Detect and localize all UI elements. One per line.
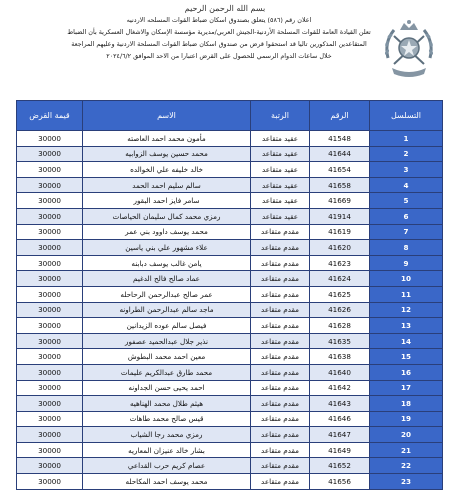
rank-cell: عقيد متقاعد — [251, 162, 310, 178]
loan-amount-cell: 30000 — [17, 427, 83, 443]
military-number-cell: 41640 — [310, 364, 370, 380]
rank-cell: مقدم متقاعد — [251, 364, 310, 380]
table-row — [17, 364, 443, 380]
name-cell: سالم سليم احمد الحمد — [83, 177, 251, 193]
name-cell: بشار خالد عنيزان المعاريه — [83, 442, 251, 458]
rank-cell: مقدم متقاعد — [251, 302, 310, 318]
loan-amount-cell: 30000 — [17, 333, 83, 349]
military-number-cell: 41644 — [310, 146, 370, 162]
serial-cell: 23 — [370, 474, 443, 490]
table-row — [17, 396, 443, 412]
table-row — [17, 427, 443, 443]
military-number-cell: 41548 — [310, 131, 370, 147]
loan-amount-cell: 30000 — [17, 177, 83, 193]
column-header-serial: التسلسل — [370, 101, 443, 131]
table-row — [17, 240, 443, 256]
rank-cell: مقدم متقاعد — [251, 271, 310, 287]
rank-cell: مقدم متقاعد — [251, 286, 310, 302]
military-number-cell: 41669 — [310, 193, 370, 209]
table-header-row — [17, 101, 443, 131]
name-cell: يامن غالب يوسف دبابنه — [83, 255, 251, 271]
rank-cell: مقدم متقاعد — [251, 411, 310, 427]
rank-cell: عقيد متقاعد — [251, 177, 310, 193]
military-number-cell: 41649 — [310, 442, 370, 458]
military-number-cell: 41635 — [310, 333, 370, 349]
rank-cell: عقيد متقاعد — [251, 193, 310, 209]
serial-cell: 15 — [370, 349, 443, 365]
loan-amount-cell: 30000 — [17, 240, 83, 256]
table-row — [17, 131, 443, 147]
column-header-number: الرقم — [310, 101, 370, 131]
military-number-cell: 41626 — [310, 302, 370, 318]
rank-cell: مقدم متقاعد — [251, 240, 310, 256]
loan-amount-cell: 30000 — [17, 162, 83, 178]
rank-cell: مقدم متقاعد — [251, 349, 310, 365]
loan-amount-cell: 30000 — [17, 411, 83, 427]
table-row — [17, 442, 443, 458]
name-cell: هيثم طلال محمد الهناهيه — [83, 396, 251, 412]
military-number-cell: 41646 — [310, 411, 370, 427]
loan-amount-cell: 30000 — [17, 442, 83, 458]
table-row — [17, 208, 443, 224]
military-number-cell: 41658 — [310, 177, 370, 193]
loan-recipients-table — [16, 100, 443, 490]
serial-cell: 19 — [370, 411, 443, 427]
loan-amount-cell: 30000 — [17, 380, 83, 396]
name-cell: رمزي محمد كمال سليمان الحياصات — [83, 208, 251, 224]
rank-cell: مقدم متقاعد — [251, 442, 310, 458]
serial-cell: 17 — [370, 380, 443, 396]
jordan-armed-forces-emblem-icon — [374, 14, 444, 84]
name-cell: محمد يوسف داوود بني عمر — [83, 224, 251, 240]
table-row — [17, 318, 443, 334]
loan-amount-cell: 30000 — [17, 474, 83, 490]
announcement-line: اعلان رقم (٥٨٦) يتعلق بصندوق اسكان ضباط القوات المسلحه الاردنيه — [126, 16, 312, 24]
rank-cell: عقيد متقاعد — [251, 146, 310, 162]
serial-cell: 12 — [370, 302, 443, 318]
table-row — [17, 224, 443, 240]
name-cell: محمد حسين يوسف الزوابيه — [83, 146, 251, 162]
serial-cell: 10 — [370, 271, 443, 287]
table-row — [17, 380, 443, 396]
military-number-cell: 41656 — [310, 474, 370, 490]
basmala: بسم الله الرحمن الرحيم — [184, 4, 266, 13]
loan-amount-cell: 30000 — [17, 364, 83, 380]
table-row — [17, 193, 443, 209]
military-number-cell: 41914 — [310, 208, 370, 224]
table-row — [17, 411, 443, 427]
military-number-cell: 41619 — [310, 224, 370, 240]
name-cell: محمد يوسف احمد المكاحله — [83, 474, 251, 490]
loan-amount-cell: 30000 — [17, 255, 83, 271]
serial-cell: 6 — [370, 208, 443, 224]
table-row — [17, 333, 443, 349]
rank-cell: مقدم متقاعد — [251, 318, 310, 334]
loan-amount-cell: 30000 — [17, 131, 83, 147]
name-cell: ماجد سالم عبدالرحمن الطراونه — [83, 302, 251, 318]
loan-amount-cell: 30000 — [17, 286, 83, 302]
serial-cell: 22 — [370, 458, 443, 474]
name-cell: معين احمد محمد البطوش — [83, 349, 251, 365]
serial-cell: 9 — [370, 255, 443, 271]
name-cell: سامر فايز احمد البقور — [83, 193, 251, 209]
table-row — [17, 271, 443, 287]
serial-cell: 7 — [370, 224, 443, 240]
table-row — [17, 255, 443, 271]
military-number-cell: 41624 — [310, 271, 370, 287]
table-row — [17, 349, 443, 365]
name-cell: احمد يحيى حسن الجداونه — [83, 380, 251, 396]
column-header-loan-amount: قيمة القرض — [17, 101, 83, 131]
name-cell: علاء مشهور علي بني ياسين — [83, 240, 251, 256]
column-header-rank: الرتبة — [251, 101, 310, 131]
announcement-text — [44, 14, 394, 62]
rank-cell: مقدم متقاعد — [251, 333, 310, 349]
name-cell: عماد صالح فالح الدغيم — [83, 271, 251, 287]
loan-amount-cell: 30000 — [17, 193, 83, 209]
serial-cell: 13 — [370, 318, 443, 334]
serial-cell: 20 — [370, 427, 443, 443]
serial-cell: 11 — [370, 286, 443, 302]
table-body — [17, 131, 443, 490]
loan-amount-cell: 30000 — [17, 208, 83, 224]
military-number-cell: 41620 — [310, 240, 370, 256]
serial-cell: 4 — [370, 177, 443, 193]
military-number-cell: 41643 — [310, 396, 370, 412]
name-cell: رمزي محمد رجا الشياب — [83, 427, 251, 443]
serial-cell: 2 — [370, 146, 443, 162]
rank-cell: مقدم متقاعد — [251, 458, 310, 474]
name-cell: نذير جلال عبدالحميد عصفور — [83, 333, 251, 349]
loan-amount-cell: 30000 — [17, 146, 83, 162]
table-row — [17, 286, 443, 302]
serial-cell: 3 — [370, 162, 443, 178]
rank-cell: مقدم متقاعد — [251, 474, 310, 490]
serial-cell: 21 — [370, 442, 443, 458]
military-number-cell: 41625 — [310, 286, 370, 302]
loan-amount-cell: 30000 — [17, 271, 83, 287]
name-cell: خالد خليفه علي الخوالده — [83, 162, 251, 178]
military-number-cell: 41654 — [310, 162, 370, 178]
name-cell: فيصل سالم عوده الزيدانين — [83, 318, 251, 334]
serial-cell: 1 — [370, 131, 443, 147]
loan-amount-cell: 30000 — [17, 396, 83, 412]
military-number-cell: 41623 — [310, 255, 370, 271]
rank-cell: مقدم متقاعد — [251, 396, 310, 412]
military-number-cell: 41642 — [310, 380, 370, 396]
serial-cell: 18 — [370, 396, 443, 412]
table-row — [17, 302, 443, 318]
table-row — [17, 177, 443, 193]
rank-cell: مقدم متقاعد — [251, 255, 310, 271]
name-cell: عصام كريم حرب القداعي — [83, 458, 251, 474]
military-number-cell: 41647 — [310, 427, 370, 443]
announcement-line: خلال ساعات الدوام الرسمي للحصول على القرض اعتبارا من الاحد الموافق ٢٠٢٤/٦/٢ — [106, 52, 332, 60]
loan-amount-cell: 30000 — [17, 224, 83, 240]
rank-cell: مقدم متقاعد — [251, 427, 310, 443]
military-number-cell: 41652 — [310, 458, 370, 474]
rank-cell: عقيد متقاعد — [251, 131, 310, 147]
serial-cell: 14 — [370, 333, 443, 349]
military-number-cell: 41638 — [310, 349, 370, 365]
name-cell: عمر صالح عبدالرحمن الرحاحله — [83, 286, 251, 302]
table-row — [17, 162, 443, 178]
rank-cell: مقدم متقاعد — [251, 224, 310, 240]
table-row — [17, 146, 443, 162]
loan-amount-cell: 30000 — [17, 318, 83, 334]
loan-amount-cell: 30000 — [17, 349, 83, 365]
column-header-name: الاسم — [83, 101, 251, 131]
loan-amount-cell: 30000 — [17, 302, 83, 318]
name-cell: مأمون محمد احمد العاصته — [83, 131, 251, 147]
rank-cell: مقدم متقاعد — [251, 380, 310, 396]
table-row — [17, 474, 443, 490]
military-number-cell: 41628 — [310, 318, 370, 334]
announcement-line: المتقاعدين المذكورين تاليا قد استحقوا قرض من صندوق اسكان ضباط القوات المسلحة الاردنية وعليهم المراجعة — [71, 40, 367, 48]
serial-cell: 5 — [370, 193, 443, 209]
announcement-header — [0, 0, 450, 92]
announcement-line: تعلن القيادة العامة للقوات المسلحة الأردنية-الجيش العربي/مديرية مؤسسة الإسكان والاشغال العسكرية بأن الضباط — [67, 28, 371, 36]
name-cell: محمد طارق عبدالكريم عليمات — [83, 364, 251, 380]
serial-cell: 8 — [370, 240, 443, 256]
rank-cell: عقيد متقاعد — [251, 208, 310, 224]
loan-amount-cell: 30000 — [17, 458, 83, 474]
serial-cell: 16 — [370, 364, 443, 380]
name-cell: قيس صالح محمد طاهات — [83, 411, 251, 427]
